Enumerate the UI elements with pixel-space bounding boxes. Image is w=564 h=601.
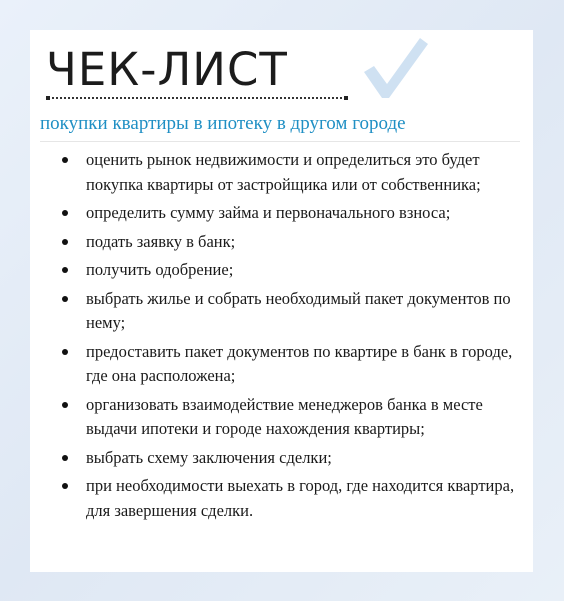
list-item xyxy=(62,446,518,471)
page-subtitle: покупки квартиры в ипотеку в другом городе xyxy=(40,113,406,134)
list-item-text: оценить рынок недвижимости и определиться это будет покупка квартиры от застройщика или от собственника; xyxy=(86,150,481,194)
checklist xyxy=(62,148,518,527)
bullet-icon xyxy=(62,239,68,245)
bullet-icon xyxy=(62,157,68,163)
title-underline xyxy=(48,97,346,99)
bullet-icon xyxy=(62,402,68,408)
checkmark-shape xyxy=(364,38,428,98)
bullet-icon xyxy=(62,455,68,461)
list-item-text: предоставить пакет документов по квартире в банк в городе, где она расположена; xyxy=(86,341,513,385)
page-title: ЧЕК-ЛИСТ xyxy=(46,43,288,96)
bullet-icon xyxy=(62,210,68,216)
list-item xyxy=(62,258,518,283)
checklist-card xyxy=(30,30,533,572)
list-item-text: получить одобрение; xyxy=(86,260,234,279)
list-item-text: выбрать жилье и собрать необходимый пакет документов по нему; xyxy=(86,288,511,332)
list-item-text: выбрать схему заключения сделки; xyxy=(86,447,332,467)
list-item xyxy=(62,148,518,197)
list-item xyxy=(62,393,518,442)
bullet-icon xyxy=(62,349,68,355)
bullet-icon xyxy=(62,483,68,489)
list-item xyxy=(62,474,518,523)
bullet-icon xyxy=(62,267,68,273)
list-item-text: при необходимости выехать в город, где находится квартира, для завершения сделки. xyxy=(86,476,515,520)
list-item xyxy=(62,340,518,389)
bullet-icon xyxy=(62,296,68,302)
list-item-text: подать заявку в банк; xyxy=(86,231,236,251)
subtitle-divider xyxy=(40,141,520,142)
list-item xyxy=(62,287,518,336)
list-item-text: организовать взаимодействие менеджеров банка в месте выдачи ипотеки и городе нахождения квартиры; xyxy=(86,394,483,438)
checkmark-icon xyxy=(360,34,430,102)
list-item xyxy=(62,201,518,226)
list-item-text: определить сумму займа и первоначального взноса; xyxy=(86,203,451,222)
list-item xyxy=(62,230,518,255)
